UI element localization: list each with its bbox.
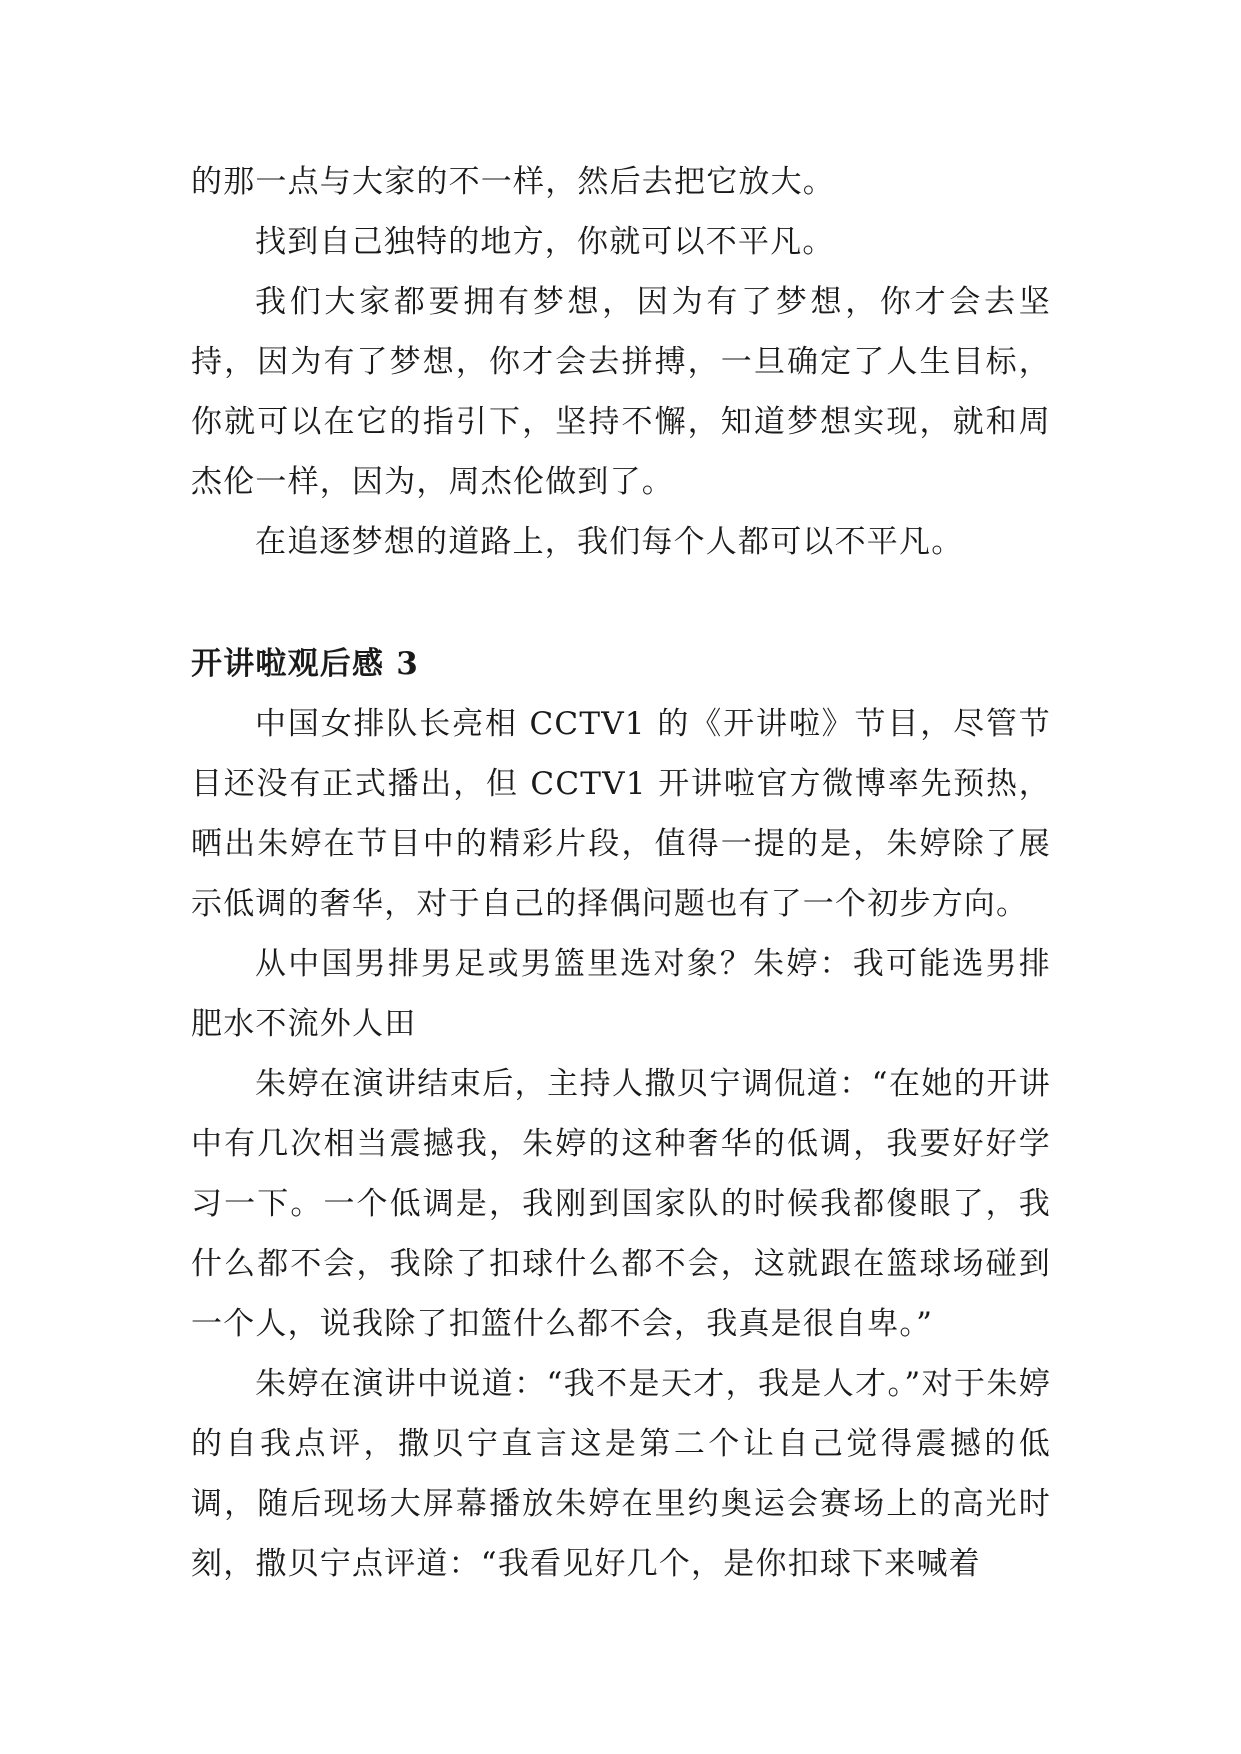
section-paragraph-talent: 朱婷在演讲中说道：“我不是天才，我是人才。”对于朱婷的自我点评，撒贝宁直言这是第二个让自己觉得震撼的低调，随后现场大屏幕播放朱婷在里约奥运会赛场上的高光时刻，撒贝宁点评道：“我看见好几个，是你扣球下来喊着 — [191, 1366, 1051, 1582]
paragraph-dreams: 我们大家都要拥有梦想，因为有了梦想，你才会去坚持，因为有了梦想，你才会去拼搏，一旦确定了人生目标，你就可以在它的指引下，坚持不懈，知道梦想实现，就和周杰伦一样，因为，周杰伦做到了。 — [191, 284, 1051, 500]
paragraph-unique: 找到自己独特的地方，你就可以不平凡。 — [255, 224, 835, 260]
section-paragraph-intro: 中国女排队长亮相 CCTV1 的《开讲啦》节目，尽管节目还没有正式播出，但 CCTV1 开讲啦官方微博率先预热，晒出朱婷在节目中的精彩片段，值得一提的是，朱婷除了展示低调的奢华，对于自己的择偶问题也有了一个初步方向。 — [191, 706, 1051, 922]
document-page — [191, 152, 1051, 1594]
paragraph-continued: 的那一点与大家的不一样，然后去把它放大。 — [191, 164, 835, 200]
section-title: 开讲啦观后感 3 — [191, 646, 419, 682]
section-paragraph-question: 从中国男排男足或男篮里选对象？朱婷：我可能选男排肥水不流外人田 — [191, 946, 1051, 1042]
section-paragraph-host-comment: 朱婷在演讲结束后，主持人撒贝宁调侃道：“在她的开讲中有几次相当震撼我，朱婷的这种奢华的低调，我要好好学习一下。一个低调是，我刚到国家队的时候我都傻眼了，我什么都不会，我除了扣球什么都不会，这就跟在篮球场碰到一个人，说我除了扣篮什么都不会，我真是很自卑。” — [191, 1066, 1051, 1342]
paragraph-conclusion: 在追逐梦想的道路上，我们每个人都可以不平凡。 — [255, 524, 964, 560]
